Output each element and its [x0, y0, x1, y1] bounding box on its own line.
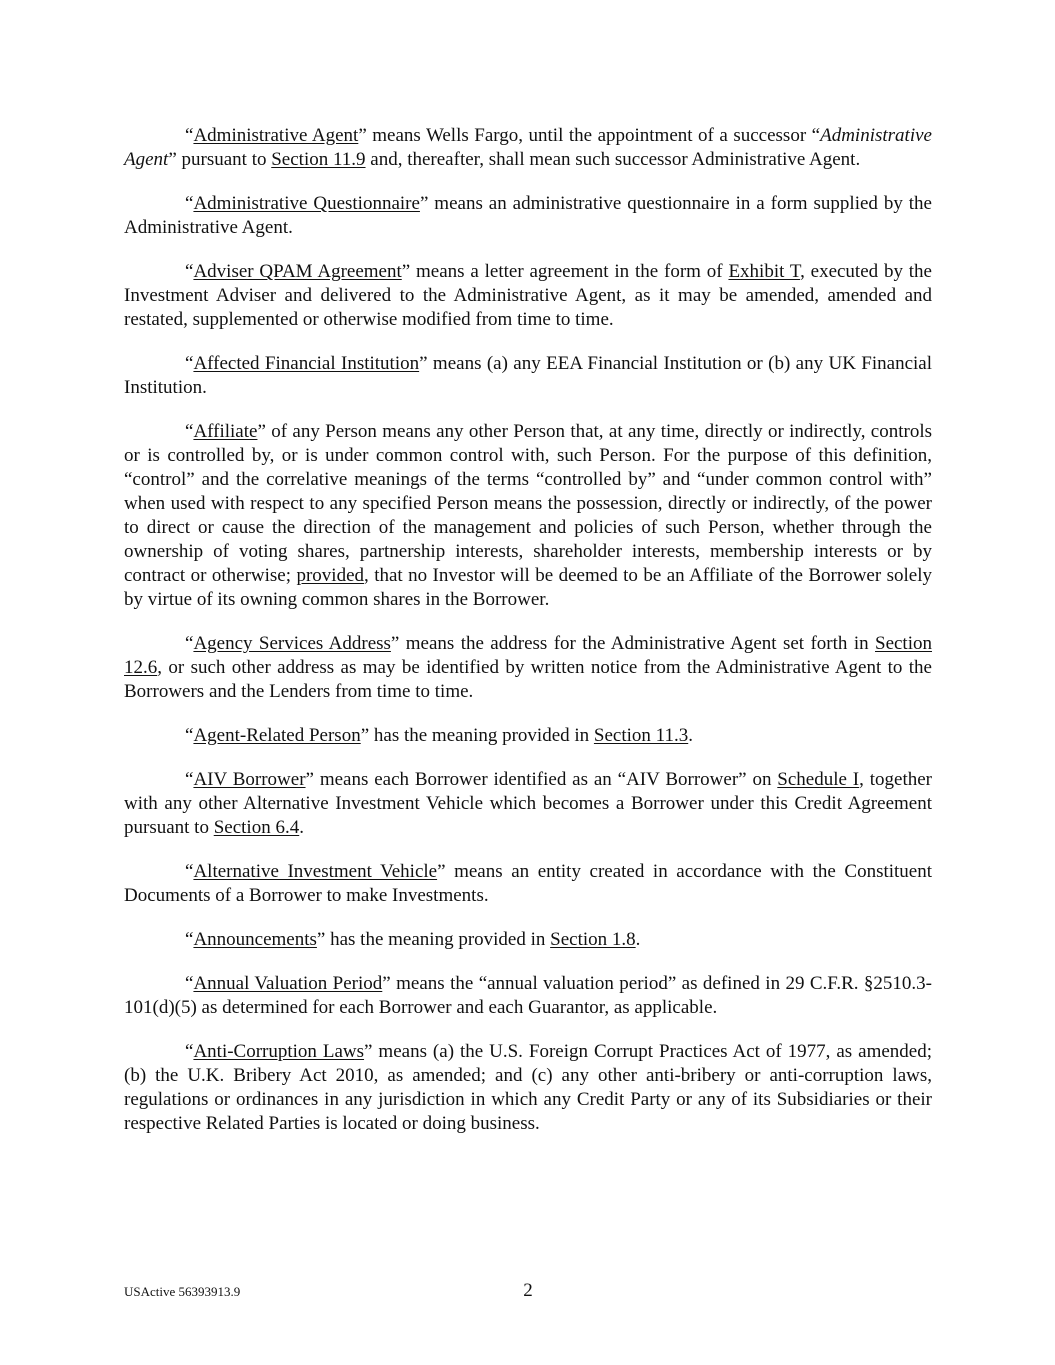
definition-paragraph — [124, 632, 932, 704]
definition-text: ” means the address for the Administrative Agent set forth in — [390, 633, 875, 654]
definition-text: ” means (a) the U.S. Foreign Corrupt Practices Act of 1977, as amended; (b) the U.K. Bribery Act 2010, as amended; and (c) any other anti-bribery or anti-corruption laws, regulations or ordinances in any jurisdiction in which any Credit Party or any of its Subsidiaries or their respective Related Parties is located or doing business. — [124, 1041, 932, 1134]
definition-text: ” has the meaning provided in — [316, 929, 551, 950]
definition-text: “ — [185, 1041, 194, 1062]
definition-text: ” means (a) any EEA Financial Institution or (b) any UK Financial Institution. — [124, 353, 932, 398]
definition-text: . — [688, 725, 693, 746]
underlined-term: Anti-Corruption Laws — [193, 1041, 365, 1062]
definition-text: “ — [185, 125, 194, 146]
definition-text: ” means a letter agreement in the form of — [401, 261, 729, 282]
definition-text: ” means the “annual valuation period” as defined in 29 C.F.R. §2510.3-101(d)(5) as determined for each Borrower and each Guarantor, as applicable. — [124, 973, 933, 1018]
definition-text: , that no Investor will be deemed to be an Affiliate of the Borrower solely by virtue of its owning common shares in the Borrower. — [124, 565, 933, 610]
underlined-term: Schedule I — [777, 769, 860, 790]
definition-text: . — [635, 929, 641, 950]
definition-paragraph — [124, 260, 932, 332]
definition-paragraph — [124, 124, 932, 172]
page-number: 2 — [523, 1280, 533, 1301]
definition-text: ” has the meaning provided in — [360, 725, 594, 746]
definition-text: “ — [185, 633, 194, 654]
definition-paragraph — [124, 860, 932, 908]
footer-document-id: USActive 56393913.9 — [124, 1284, 241, 1299]
underlined-term: Section 11.3 — [593, 725, 689, 746]
definition-text: ” means each Borrower identified as an “AIV Borrower” on — [305, 769, 778, 790]
definition-paragraph — [124, 420, 932, 612]
underlined-term: Agency Services Address — [193, 633, 391, 654]
definition-text: “ — [185, 725, 194, 746]
underlined-term: provided — [296, 565, 365, 586]
underlined-term: Alternative Investment Vehicle — [193, 861, 438, 882]
definition-paragraph — [124, 724, 932, 748]
underlined-term: Administrative Agent — [193, 125, 359, 146]
definition-text: “ — [185, 769, 194, 790]
definition-text: “ — [185, 261, 194, 282]
underlined-term: Section 6.4 — [213, 817, 300, 838]
underlined-term: Affected Financial Institution — [193, 353, 420, 374]
definitions-body — [124, 124, 932, 1156]
definition-text: “ — [185, 353, 194, 374]
underlined-term: Affiliate — [193, 421, 258, 442]
underlined-term: Exhibit T — [728, 261, 801, 282]
underlined-term: AIV Borrower — [193, 769, 306, 790]
definition-paragraph — [124, 352, 932, 400]
underlined-term: Annual Valuation Period — [193, 973, 383, 994]
definition-text: . — [299, 817, 304, 838]
definition-text: “ — [185, 929, 194, 950]
underlined-term: Section 11.9 — [271, 149, 366, 170]
definition-text: “ — [185, 861, 194, 882]
italic-term: Administrative Agent — [124, 125, 932, 170]
underlined-term: Announcements — [193, 929, 317, 950]
definition-text: , or such other address as may be identified by written notice from the Administrative Agent to the Borrowers and the Lenders from time to time. — [124, 657, 932, 702]
underlined-term: Administrative Questionnaire — [193, 193, 420, 214]
definition-text: ” of any Person means any other Person that, at any time, directly or indirectly, controls or is controlled by, or is under common control with, such Person. For the purpose of this definition, “control” and the correlative meanings of the terms “controlled by” and “under common control with” when used with respect to any specified Person means the possession, directly or indirectly, of the power to direct or cause the direction of the management and policies of such Person, whether through the ownership of voting shares, partnership interests, shareholder interests, membership interests or by contract or otherwise; — [124, 421, 932, 586]
definition-paragraph — [124, 928, 932, 952]
definition-paragraph — [124, 1040, 932, 1136]
definition-text: ” means an entity created in accordance with the Constituent Documents of a Borrower to make Investments. — [124, 861, 933, 906]
definition-paragraph — [124, 192, 932, 240]
underlined-term: Section 12.6 — [124, 633, 932, 678]
definition-text: ” means an administrative questionnaire in a form supplied by the Administrative Agent. — [124, 193, 932, 238]
definition-paragraph — [124, 972, 932, 1020]
underlined-term: Section 1.8 — [550, 929, 636, 950]
definition-paragraph — [124, 768, 932, 840]
definition-text: “ — [185, 973, 194, 994]
underlined-term: Agent-Related Person — [193, 725, 361, 746]
definition-text: ” means Wells Fargo, until the appointment of a successor “ — [358, 125, 821, 146]
definition-text: , executed by the Investment Adviser and delivered to the Administrative Agent, as it may be amended, amended and restated, supplemented or otherwise modified from time to time. — [124, 261, 932, 330]
definition-text: “ — [185, 421, 194, 442]
definition-text: and, thereafter, shall mean such successor Administrative Agent. — [365, 149, 861, 170]
definition-text: , together with any other Alternative Investment Vehicle which becomes a Borrower under this Credit Agreement pursuant to — [124, 769, 932, 838]
underlined-term: Adviser QPAM Agreement — [193, 261, 402, 282]
definition-text: ” pursuant to — [168, 149, 272, 170]
definition-text: “ — [185, 193, 194, 214]
